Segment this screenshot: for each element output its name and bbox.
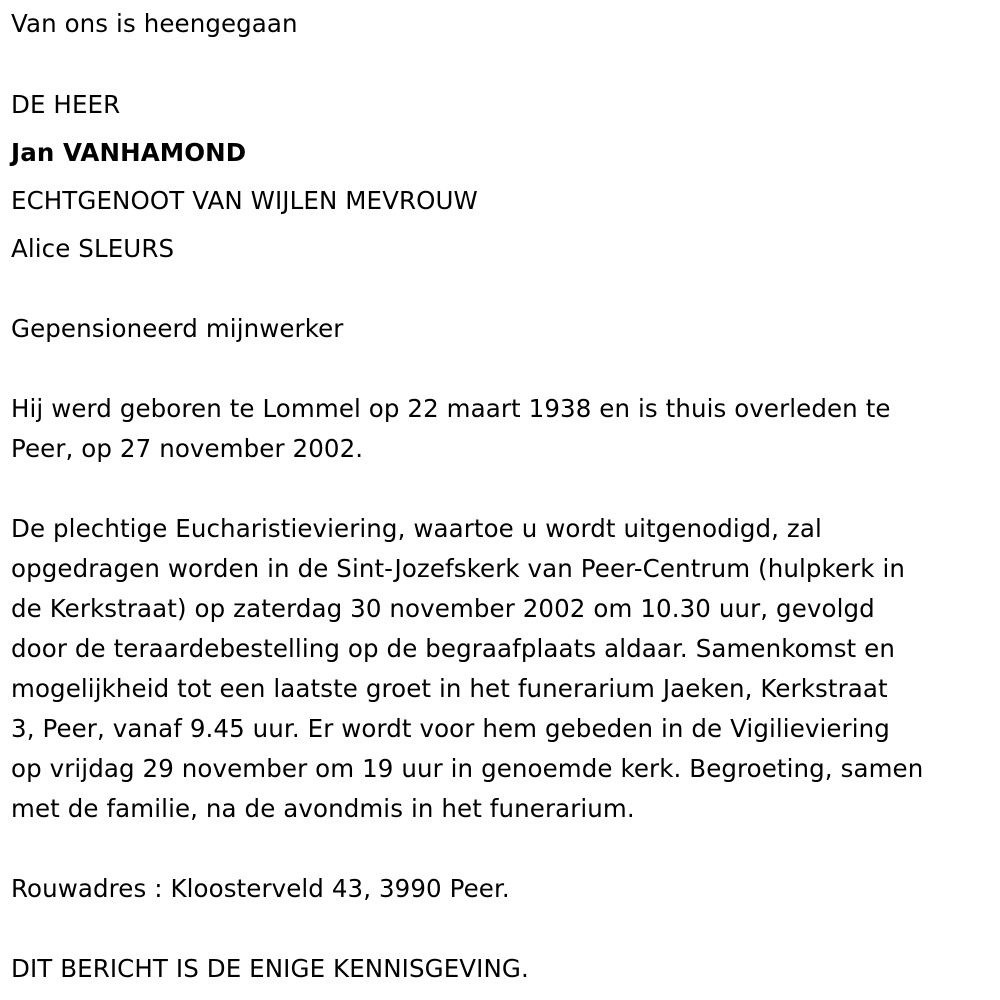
spouse-name: Alice SLEURS [11, 234, 175, 263]
paragraph-line: 3, Peer, vanaf 9.45 uur. Er wordt voor hem gebeden in de Vigilieviering [11, 714, 890, 743]
paragraph-line: Peer, op 27 november 2002. [11, 434, 364, 463]
closing-statement: DIT BERICHT IS DE ENIGE KENNISGEVING. [11, 954, 529, 983]
occupation: Gepensioneerd mijnwerker [11, 314, 344, 343]
deceased-name: Jan VANHAMOND [11, 138, 247, 167]
spouse-relation: ECHTGENOOT VAN WIJLEN MEVROUW [11, 186, 478, 215]
paragraph-line: door de teraardebestelling op de begraafplaats aldaar. Samenkomst en [11, 634, 895, 663]
paragraph-line: de Kerkstraat) op zaterdag 30 november 2002 om 10.30 uur, gevolgd [11, 594, 875, 623]
mourning-address: Rouwadres : Kloosterveld 43, 3990 Peer. [11, 874, 510, 903]
ceremony-paragraph [11, 509, 996, 829]
paragraph-line: opgedragen worden in de Sint-Jozefskerk van Peer-Centrum (hulpkerk in [11, 554, 905, 583]
paragraph-line: De plechtige Eucharistieviering, waartoe u wordt uitgenodigd, zal [11, 514, 822, 543]
title-prefix: DE HEER [11, 90, 121, 119]
paragraph-line: mogelijkheid tot een laatste groet in het funerarium Jaeken, Kerkstraat [11, 674, 888, 703]
paragraph-line: Hij werd geboren te Lommel op 22 maart 1938 en is thuis overleden te [11, 394, 891, 423]
paragraph-line: op vrijdag 29 november om 19 uur in genoemde kerk. Begroeting, samen [11, 754, 924, 783]
birth-death-paragraph [11, 389, 996, 469]
death-notice [11, 0, 996, 1000]
intro-text: Van ons is heengegaan [11, 9, 298, 38]
paragraph-line: met de familie, na de avondmis in het funerarium. [11, 794, 635, 823]
